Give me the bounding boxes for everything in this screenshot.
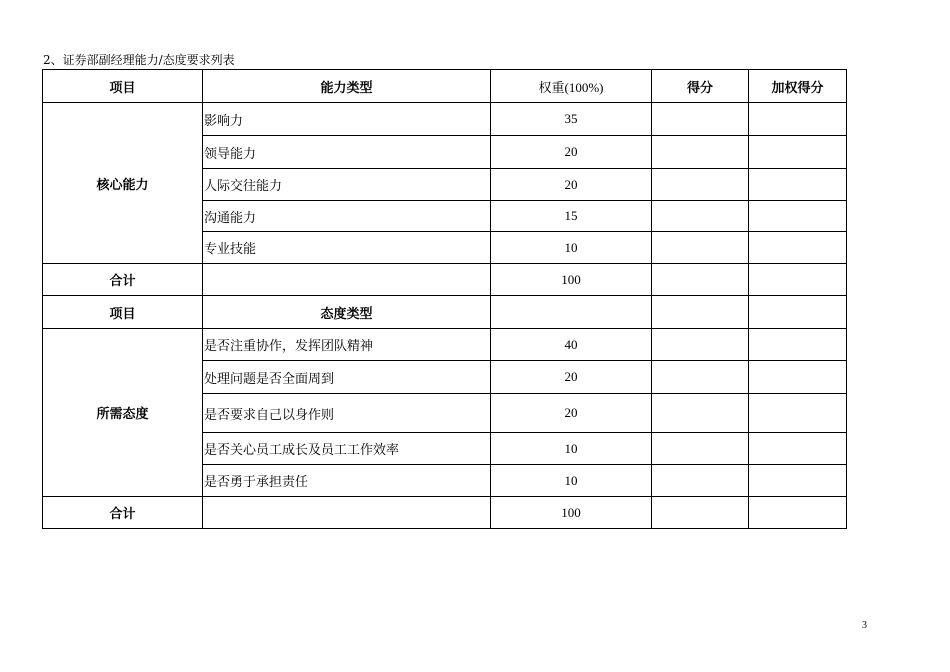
attitude-weight: 20 (491, 394, 652, 433)
score-cell[interactable] (652, 465, 749, 497)
total-row (43, 497, 847, 529)
score-cell[interactable] (652, 433, 749, 465)
weighted-score-cell[interactable] (749, 329, 847, 361)
total-row (43, 264, 847, 296)
attitude-weight: 40 (491, 329, 652, 361)
empty-cell (749, 296, 847, 329)
table-row (43, 329, 847, 361)
score-cell[interactable] (652, 201, 749, 232)
header-weight: 权重(100%) (491, 70, 652, 103)
header-ability-type: 能力类型 (203, 70, 491, 103)
empty-cell (203, 497, 491, 529)
score-cell[interactable] (652, 394, 749, 433)
weighted-score-cell[interactable] (749, 169, 847, 201)
header-weighted-score: 加权得分 (749, 70, 847, 103)
empty-cell (203, 264, 491, 296)
weighted-score-cell[interactable] (749, 361, 847, 394)
score-cell[interactable] (652, 361, 749, 394)
score-cell[interactable] (652, 232, 749, 264)
ability-weight: 35 (491, 103, 652, 136)
header-score: 得分 (652, 70, 749, 103)
attitude-name: 是否要求自己以身作则 (203, 394, 491, 433)
total-value: 100 (491, 264, 652, 296)
attitude-weight: 10 (491, 465, 652, 497)
total-label: 合计 (43, 264, 203, 296)
ability-weight: 10 (491, 232, 652, 264)
attitude-name: 是否勇于承担责任 (203, 465, 491, 497)
table-row (43, 103, 847, 136)
table-caption: 2、证券部副经理能力/态度要求列表 (43, 53, 235, 67)
weighted-score-cell[interactable] (749, 433, 847, 465)
total-label: 合计 (43, 497, 203, 529)
score-cell[interactable] (652, 329, 749, 361)
ability-name: 人际交往能力 (203, 169, 491, 201)
header-item: 项目 (43, 296, 203, 329)
weighted-score-cell[interactable] (749, 497, 847, 529)
attitude-name: 是否关心员工成长及员工工作效率 (203, 433, 491, 465)
attitude-name: 是否注重协作，发挥团队精神 (203, 329, 491, 361)
category-required-attitude: 所需态度 (43, 329, 203, 497)
header-item: 项目 (43, 70, 203, 103)
total-value: 100 (491, 497, 652, 529)
weighted-score-cell[interactable] (749, 394, 847, 433)
weighted-score-cell[interactable] (749, 264, 847, 296)
ability-attitude-table (42, 69, 847, 529)
ability-name: 影响力 (203, 103, 491, 136)
ability-weight: 20 (491, 169, 652, 201)
weighted-score-cell[interactable] (749, 103, 847, 136)
empty-cell (491, 296, 652, 329)
score-cell[interactable] (652, 103, 749, 136)
attitude-header-row (43, 296, 847, 329)
header-attitude-type: 态度类型 (203, 296, 491, 329)
weighted-score-cell[interactable] (749, 136, 847, 169)
ability-name: 专业技能 (203, 232, 491, 264)
category-core-ability: 核心能力 (43, 103, 203, 264)
header-row (43, 70, 847, 103)
score-cell[interactable] (652, 169, 749, 201)
attitude-weight: 20 (491, 361, 652, 394)
page-number: 3 (862, 620, 867, 631)
attitude-name: 处理问题是否全面周到 (203, 361, 491, 394)
weighted-score-cell[interactable] (749, 232, 847, 264)
weighted-score-cell[interactable] (749, 201, 847, 232)
attitude-weight: 10 (491, 433, 652, 465)
score-cell[interactable] (652, 136, 749, 169)
score-cell[interactable] (652, 264, 749, 296)
ability-weight: 20 (491, 136, 652, 169)
score-cell[interactable] (652, 497, 749, 529)
ability-name: 领导能力 (203, 136, 491, 169)
ability-name: 沟通能力 (203, 201, 491, 232)
empty-cell (652, 296, 749, 329)
weighted-score-cell[interactable] (749, 465, 847, 497)
ability-weight: 15 (491, 201, 652, 232)
